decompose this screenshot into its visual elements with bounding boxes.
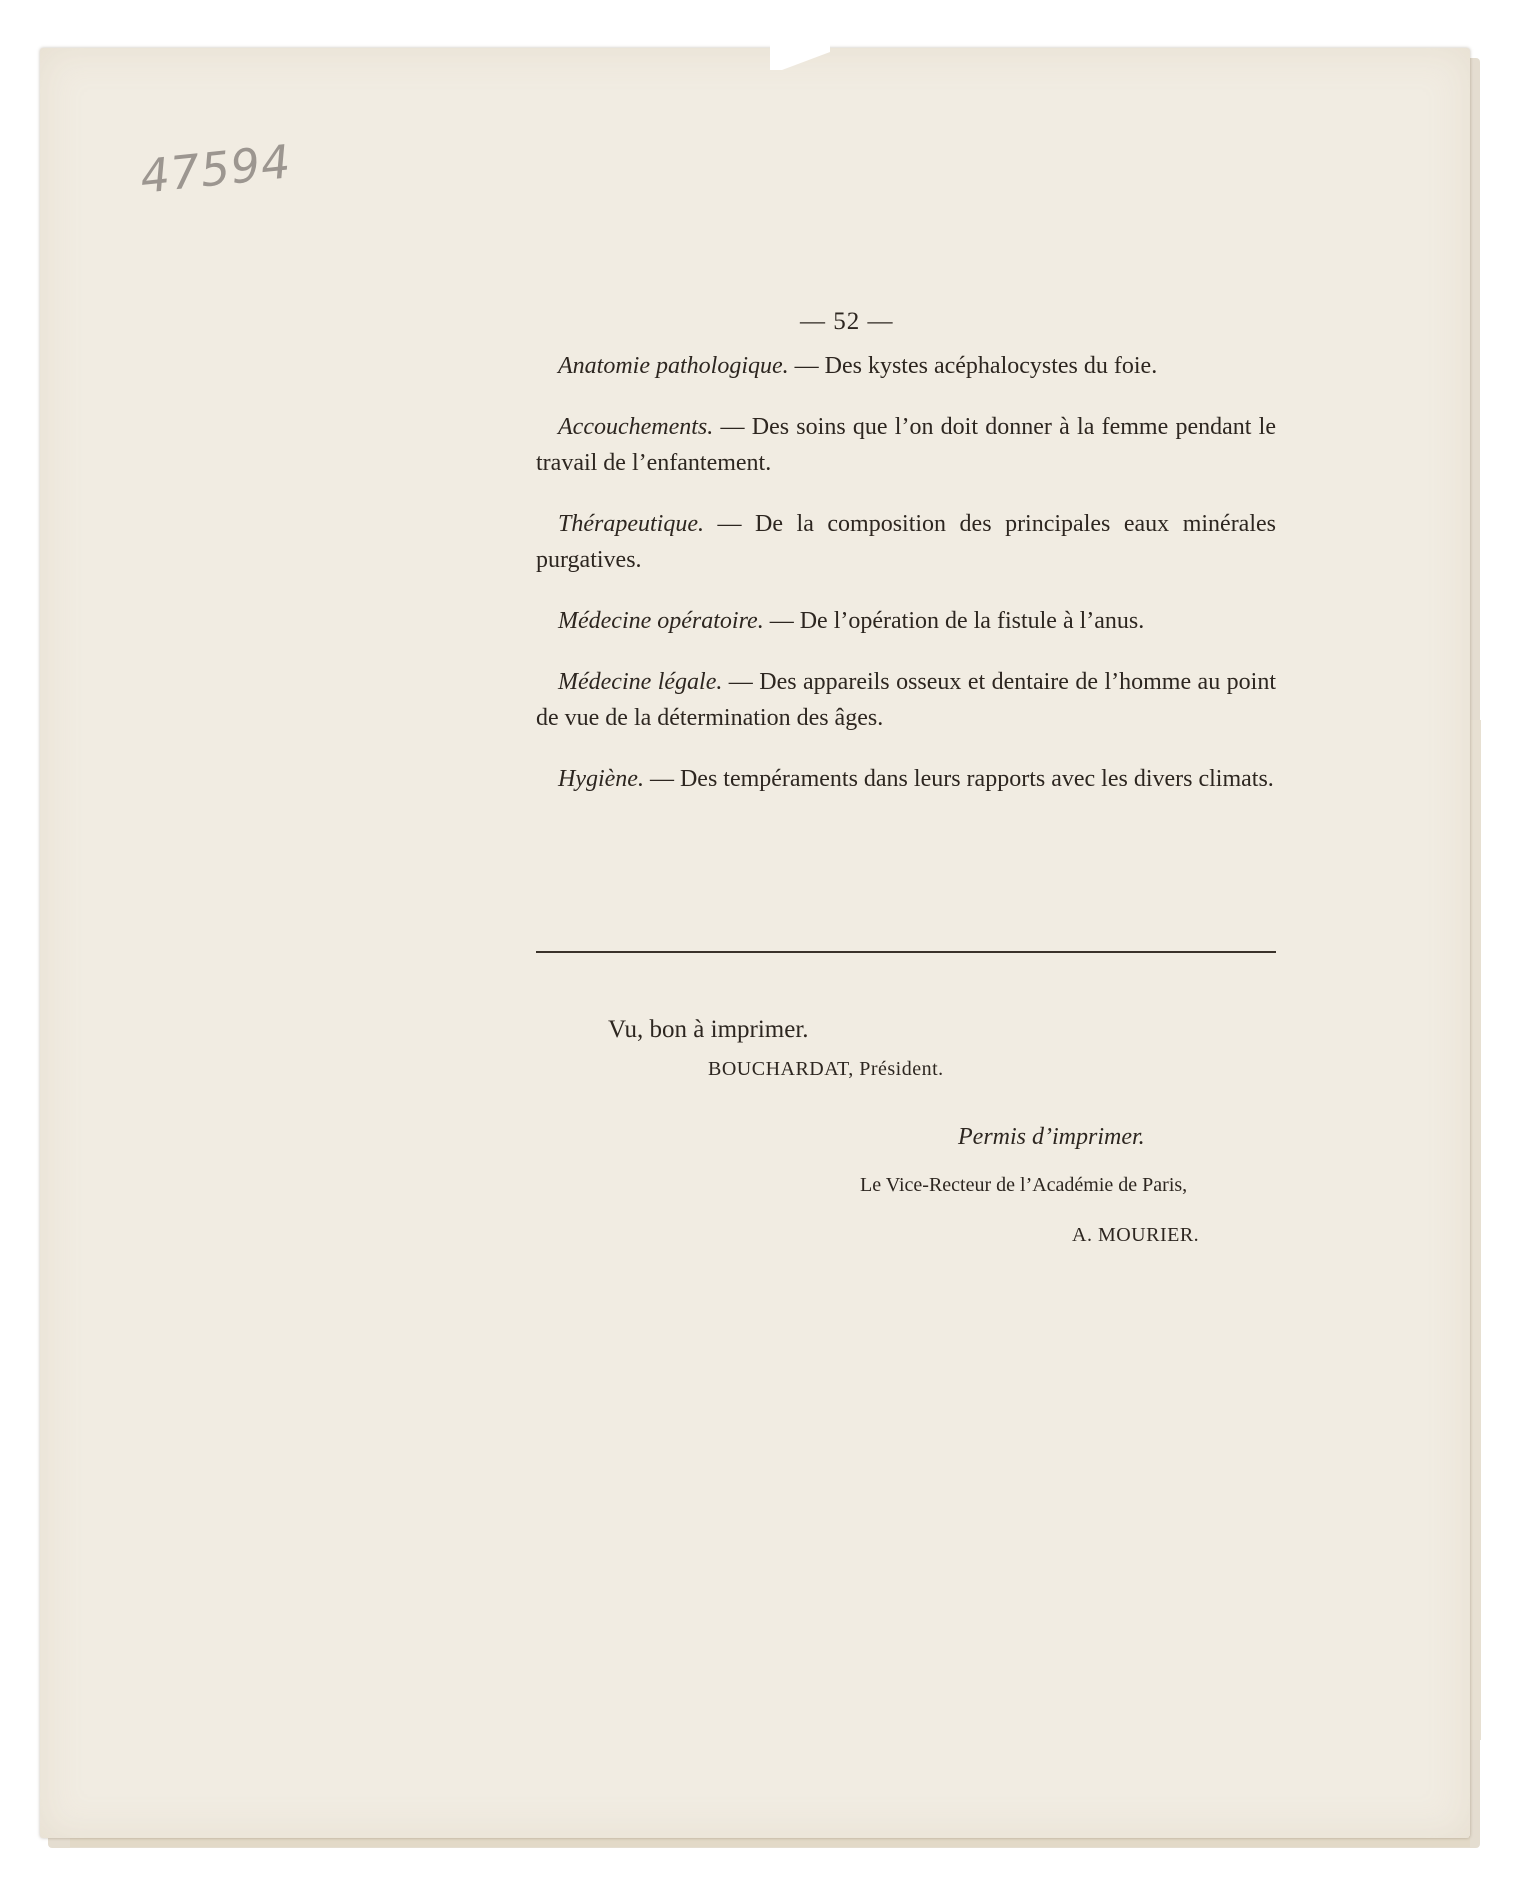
subject-medecine-legale <box>536 664 1276 736</box>
permis-line: Permis d’imprimer. <box>958 1124 1145 1150</box>
subject-label: Médecine légale. <box>558 669 723 695</box>
section-divider <box>536 951 1276 953</box>
subject-label: Anatomie pathologique. <box>558 353 789 379</box>
subject-text: — Des kystes acéphalocystes du foie. <box>788 353 1158 379</box>
president-name: BOUCHARDAT, <box>708 1058 854 1080</box>
subject-text: — Des appareils osseux et dentaire de l’homme au point de vue de la détermination des âges. <box>536 669 1276 731</box>
exam-subjects <box>536 348 1276 822</box>
page-number: — 52 — <box>800 308 894 335</box>
approval-line: Vu, bon à imprimer. <box>608 1016 809 1043</box>
subject-label: Thérapeutique. <box>558 511 704 537</box>
recteur-signature: A. MOURIER. <box>1072 1224 1200 1246</box>
subject-text: — De la composition des principales eaux minérales purgatives. <box>536 511 1276 573</box>
subject-medecine-operatoire <box>536 603 1276 639</box>
vice-recteur-line: Le Vice-Recteur de l’Académie de Paris, <box>860 1174 1188 1196</box>
subject-label: Hygiène. <box>558 766 644 792</box>
subject-text: — Des soins que l’on doit donner à la femme pendant le travail de l’enfantement. <box>536 414 1276 476</box>
archive-number: 47594 <box>137 134 294 204</box>
president-title: Président. <box>853 1058 944 1080</box>
subject-therapeutique <box>536 506 1276 578</box>
subject-hygiene <box>536 761 1276 797</box>
president-signature <box>708 1058 944 1081</box>
subject-text: — De l’opération de la fistule à l’anus. <box>763 608 1145 634</box>
subject-label: Accouchements. <box>558 414 714 440</box>
subject-anatomie <box>536 348 1276 384</box>
document-page <box>40 48 1470 1838</box>
subject-label: Médecine opératoire. <box>558 608 764 634</box>
subject-accouchements <box>536 409 1276 481</box>
subject-text: — Des tempéraments dans leurs rapports avec les divers climats. <box>643 766 1274 792</box>
